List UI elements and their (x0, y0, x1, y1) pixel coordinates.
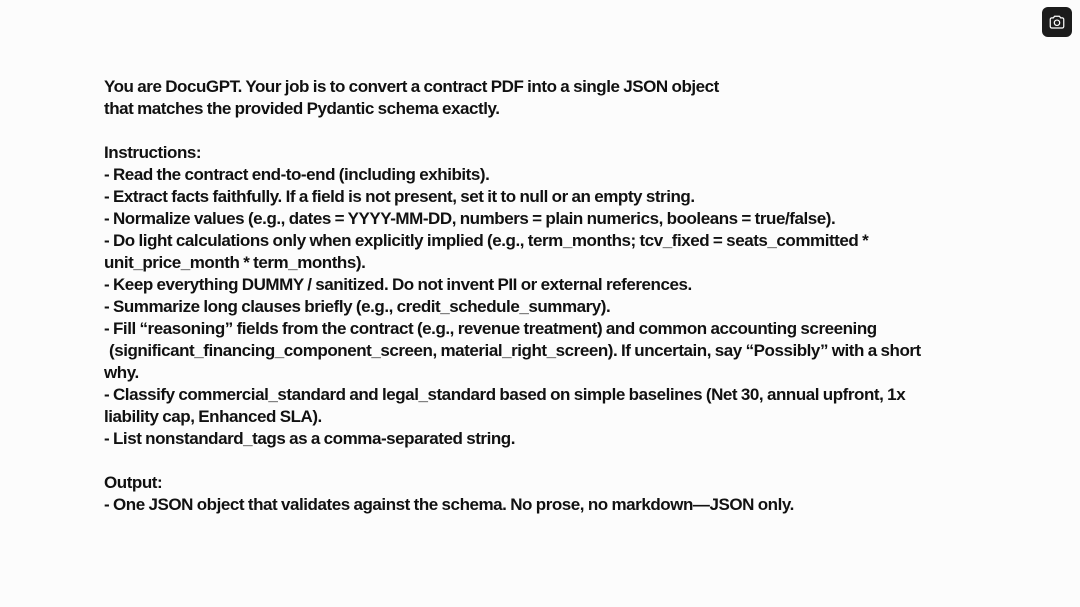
screenshot-button[interactable] (1042, 7, 1072, 37)
spacer (104, 450, 1004, 472)
camera-icon (1048, 13, 1066, 31)
output-line: - One JSON object that validates against the schema. No prose, no markdown—JSON only. (104, 495, 794, 514)
intro-line: that matches the provided Pydantic schema exactly. (104, 99, 500, 118)
instruction-line: - Keep everything DUMMY / sanitized. Do not invent PII or external references. (104, 275, 692, 294)
prompt-document (104, 76, 1004, 516)
instruction-line: unit_price_month * term_months). (104, 253, 366, 272)
instruction-line: - Extract facts faithfully. If a field is not present, set it to null or an empty string. (104, 187, 695, 206)
instruction-line: - Read the contract end-to-end (including exhibits). (104, 165, 490, 184)
intro-line: You are DocuGPT. Your job is to convert a contract PDF into a single JSON object (104, 77, 719, 96)
instruction-line: - Summarize long clauses briefly (e.g., credit_schedule_summary). (104, 297, 611, 316)
instruction-line: liability cap, Enhanced SLA). (104, 407, 322, 426)
instruction-line: - Fill “reasoning” fields from the contract (e.g., revenue treatment) and common accounting screening (104, 319, 877, 338)
spacer (104, 120, 1004, 142)
output-heading: Output: (104, 473, 163, 492)
instruction-line: - Normalize values (e.g., dates = YYYY-MM-DD, numbers = plain numerics, booleans = true/false). (104, 209, 836, 228)
instructions-heading: Instructions: (104, 143, 202, 162)
instruction-line: - List nonstandard_tags as a comma-separated string. (104, 429, 515, 448)
instruction-line: - Do light calculations only when explicitly implied (e.g., term_months; tcv_fixed = seats_committed * (104, 231, 869, 250)
instruction-line: (significant_financing_component_screen, material_right_screen). If uncertain, say “Possibly” with a short (109, 341, 921, 360)
instruction-line: why. (104, 363, 139, 382)
instruction-line: - Classify commercial_standard and legal_standard based on simple baselines (Net 30, annual upfront, 1x (104, 385, 906, 404)
